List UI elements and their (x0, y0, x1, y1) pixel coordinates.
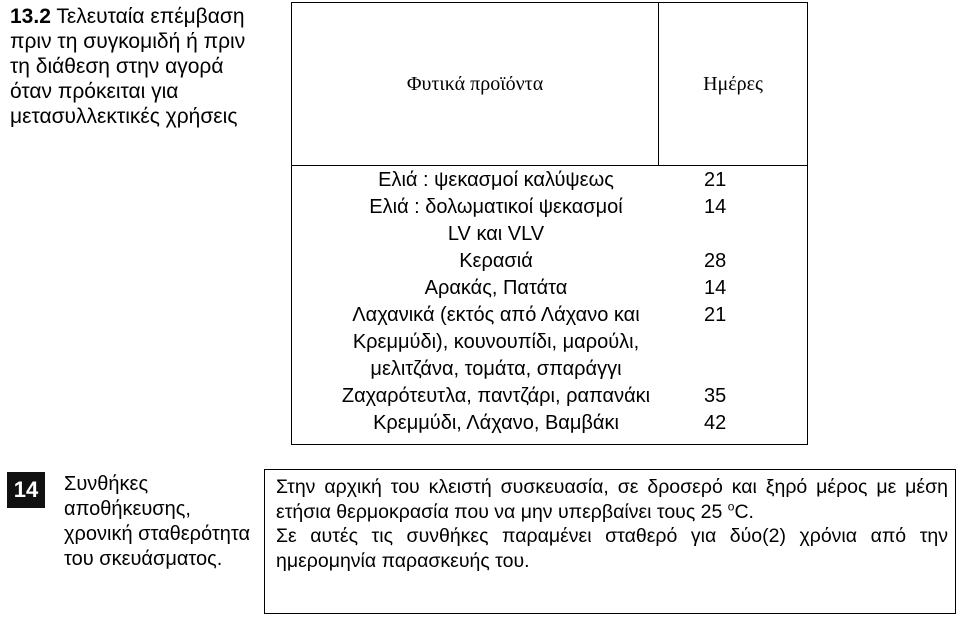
storage-text-line1: Στην αρχική του κλειστή συσκευασία, σε δροσερό και ξηρό μέρος με μέση ετήσια θερμοκρασία που να μην υπερβαίνει τους 25 $^o$C. (276, 476, 948, 523)
section-13-2-label (10, 4, 265, 129)
table-body-row (292, 166, 808, 445)
table-row (292, 302, 807, 383)
row-days: 21 (704, 304, 727, 326)
row-days: 21 (704, 169, 727, 191)
header-days: Ημέρες (659, 3, 808, 166)
table-body-cell (292, 166, 808, 445)
table-rows (292, 166, 807, 437)
table-row (292, 248, 807, 275)
table-row (292, 194, 807, 248)
row-product: Αρακάς, Πατάτα (424, 277, 568, 299)
storage-conditions-text (276, 475, 948, 573)
section-14-label: Συνθήκες αποθήκευσης, χρονική σταθερότητα του σκευάσματος. (64, 473, 251, 570)
row-product: Ελιά : ψεκασμοί καλύψεως (378, 169, 614, 191)
table-row (292, 410, 807, 437)
table-header-row (292, 3, 808, 166)
table-row (292, 275, 807, 302)
section-13-2-text: Τελευταία επέμβαση πριν τη συγκομιδή ή πριν τη διάθεση στην αγορά όταν πρόκειται για μετασυλλεκτικές χρήσεις (10, 5, 246, 128)
row-product: Ελιά : δολωματικοί ψεκασμοί LV και VLV (369, 196, 623, 245)
row-product: Λαχανικά (εκτός από Λάχανο και Κρεμμύδι), κουνουπίδι, μαρούλι, μελιτζάνα, τομάτα, σπαράγγι (352, 304, 640, 380)
table-row (292, 383, 807, 410)
row-days: 42 (704, 412, 727, 434)
row-days: 28 (704, 250, 727, 272)
degree-mark: ο (727, 499, 735, 513)
row-days: 14 (704, 196, 727, 218)
section-13-2-number: 13.2 (10, 5, 51, 28)
row-product: Κρεμμύδι, Λάχανο, Βαμβάκι (373, 412, 619, 434)
storage-text-line2: Σε αυτές τις συνθήκες παραμένει σταθερό για δύο(2) χρόνια από την ημερομηνία παρασκευής του. (276, 525, 948, 572)
row-days: 35 (704, 385, 727, 407)
row-product: Κερασιά (459, 250, 533, 272)
header-products: Φυτικά προϊόντα (292, 3, 659, 166)
phi-table (291, 2, 808, 445)
row-product: Ζαχαρότευτλα, παντζάρι, ραπανάκι (341, 385, 651, 407)
section-14-badge: 14 (7, 472, 45, 508)
table-row (292, 167, 807, 194)
row-days: 14 (704, 277, 727, 299)
